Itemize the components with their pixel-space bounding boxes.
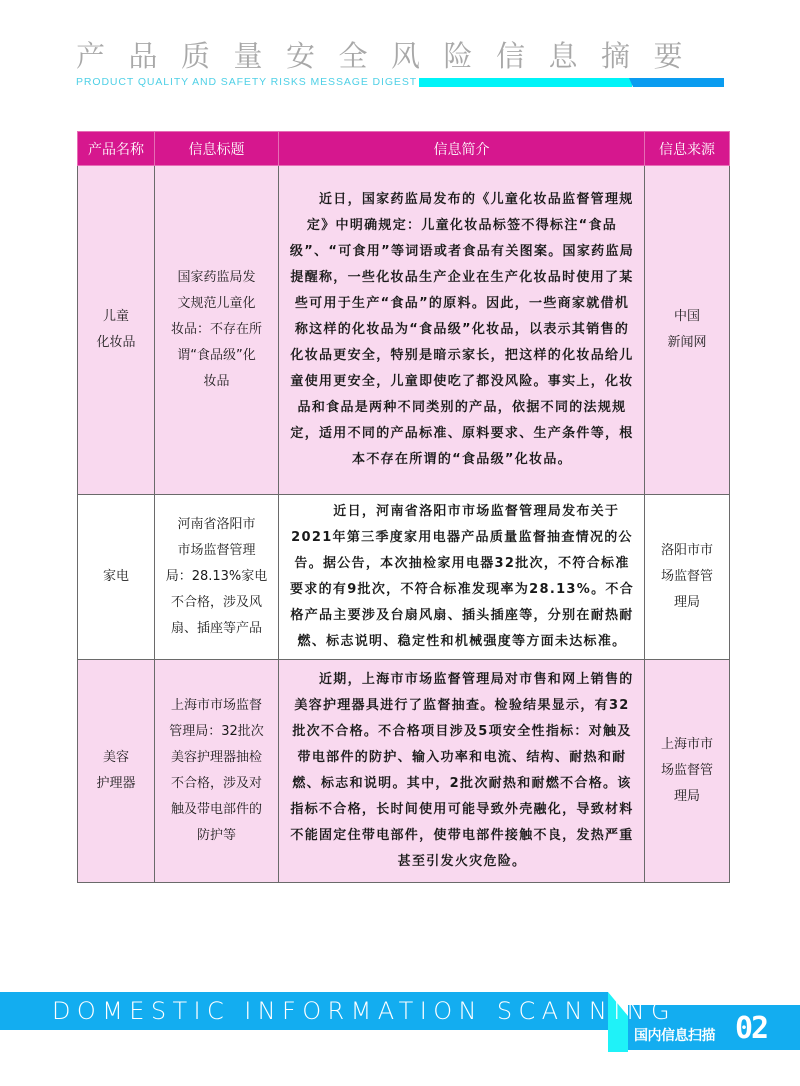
- title-line: 触及带电部件的: [170, 802, 262, 817]
- footer-section-en: DOMESTIC INFORMATION SCANNING: [52, 997, 677, 1025]
- info-source-cell: [645, 660, 730, 883]
- title-line: 河南省洛阳市: [177, 517, 256, 532]
- info-title-cell: [155, 495, 279, 660]
- title-line: 不合格，涉及风: [170, 595, 262, 610]
- summary-text: 近日，国家药监局发布的《儿童化妆品监督管理规定》中明确规定：儿童化妆品标签不得标注“食品级”、“可食用”等词语或者食品有关图案。国家药监局提醒称，一些化妆品生产企业在生产化妆品时使用了某些可用于生产“食品”的原料。因此，一些商家就借机称这样的化妆品为“食品级”化妆品，以表示其销售的化妆品更安全，特别是暗示家长，把这样的化妆品给儿童使用更安全，儿童即使吃了都没风险。事实上，化妆品和食品是两种不同类别的产品，依据不同的法规规定，适用不同的产品标准、原料要求、生产条件等，根本不存在所谓的“食品级”化妆品。: [289, 192, 635, 467]
- header-title-en: PRODUCT QUALITY AND SAFETY RISKS MESSAGE DIGEST: [76, 76, 418, 88]
- product-name-line: 护理器: [96, 776, 136, 791]
- title-line: 防护等: [196, 828, 236, 843]
- info-summary-cell: [279, 495, 645, 660]
- table-row: [78, 495, 730, 660]
- product-name-line: 化妆品: [96, 335, 136, 350]
- source-line: 场监督管: [660, 763, 713, 778]
- column-header-product: 产品名称: [78, 132, 155, 166]
- product-name-cell: [78, 495, 155, 660]
- product-name-cell: [78, 166, 155, 495]
- source-line: 中国: [673, 309, 700, 324]
- header-accent-bar-blue: [629, 78, 724, 87]
- table-row: [78, 660, 730, 883]
- title-line: 妆品: [203, 374, 230, 389]
- risk-info-table: [77, 131, 730, 883]
- column-header-summary: 信息简介: [279, 132, 645, 166]
- source-line: 上海市市: [660, 737, 713, 752]
- footer-section-cn: 国内信息扫描: [634, 1028, 715, 1044]
- title-line: 扇、插座等产品: [170, 621, 262, 636]
- header-accent-bar-cyan: [419, 78, 632, 87]
- info-title-cell: [155, 166, 279, 495]
- summary-text: 近期，上海市市场监督管理局对市售和网上销售的美容护理器具进行了监督抽查。检验结果显示，有32批次不合格。不合格项目涉及5项安全性指标：对触及带电部件的防护、输入功率和电流、结构、耐热和耐燃、标志和说明。其中，2批次耐热和耐燃不合格。该指标不合格，长时间使用可能导致外壳融化，导致材料不能固定住带电部件，使带电部件接触不良，发热严重甚至引发火灾危险。: [290, 672, 634, 869]
- header-title-cn: 产品质量安全风险信息摘要: [76, 39, 707, 73]
- title-line: 局：28.13%家电: [165, 569, 268, 584]
- product-name-line: 美容: [102, 750, 129, 765]
- title-line: 国家药监局发: [177, 270, 256, 285]
- title-line: 妆品：不存在所: [170, 322, 262, 337]
- summary-text: 近日，河南省洛阳市市场监督管理局发布关于2021年第三季度家用电器产品质量监督抽查情况的公告。据公告，本次抽检家用电器32批次，不符合标准要求的有9批次，不符合标准发现率为28.13%。不合格产品主要涉及台扇风扇、插头插座等，分别在耐热耐燃、标志说明、稳定性和机械强度等方面未达标准。: [290, 504, 634, 649]
- column-header-source: 信息来源: [645, 132, 730, 166]
- source-line: 洛阳市市: [660, 543, 713, 558]
- title-line: 文规范儿童化: [177, 296, 256, 311]
- source-line: 新闻网: [667, 335, 707, 350]
- title-line: 管理局：32批次: [169, 724, 264, 739]
- table-row: [78, 166, 730, 495]
- product-name-line: 儿童: [102, 309, 129, 324]
- info-source-cell: [645, 495, 730, 660]
- title-line: 美容护理器抽检: [170, 750, 262, 765]
- column-header-title: 信息标题: [155, 132, 279, 166]
- title-line: 不合格，涉及对: [170, 776, 262, 791]
- source-line: 场监督管: [660, 569, 713, 584]
- page-number: 02: [735, 1011, 768, 1046]
- title-line: 市场监督管理: [177, 543, 256, 558]
- product-name-cell: [78, 660, 155, 883]
- info-summary-cell: [279, 166, 645, 495]
- table-header-row: [78, 132, 730, 166]
- info-source-cell: [645, 166, 730, 495]
- source-line: 理局: [673, 789, 700, 804]
- product-name-line: 家电: [102, 569, 129, 584]
- title-line: 上海市市场监督: [170, 698, 262, 713]
- source-line: 理局: [673, 595, 700, 610]
- info-title-cell: [155, 660, 279, 883]
- info-summary-cell: [279, 660, 645, 883]
- title-line: 谓“食品级”化: [177, 348, 256, 363]
